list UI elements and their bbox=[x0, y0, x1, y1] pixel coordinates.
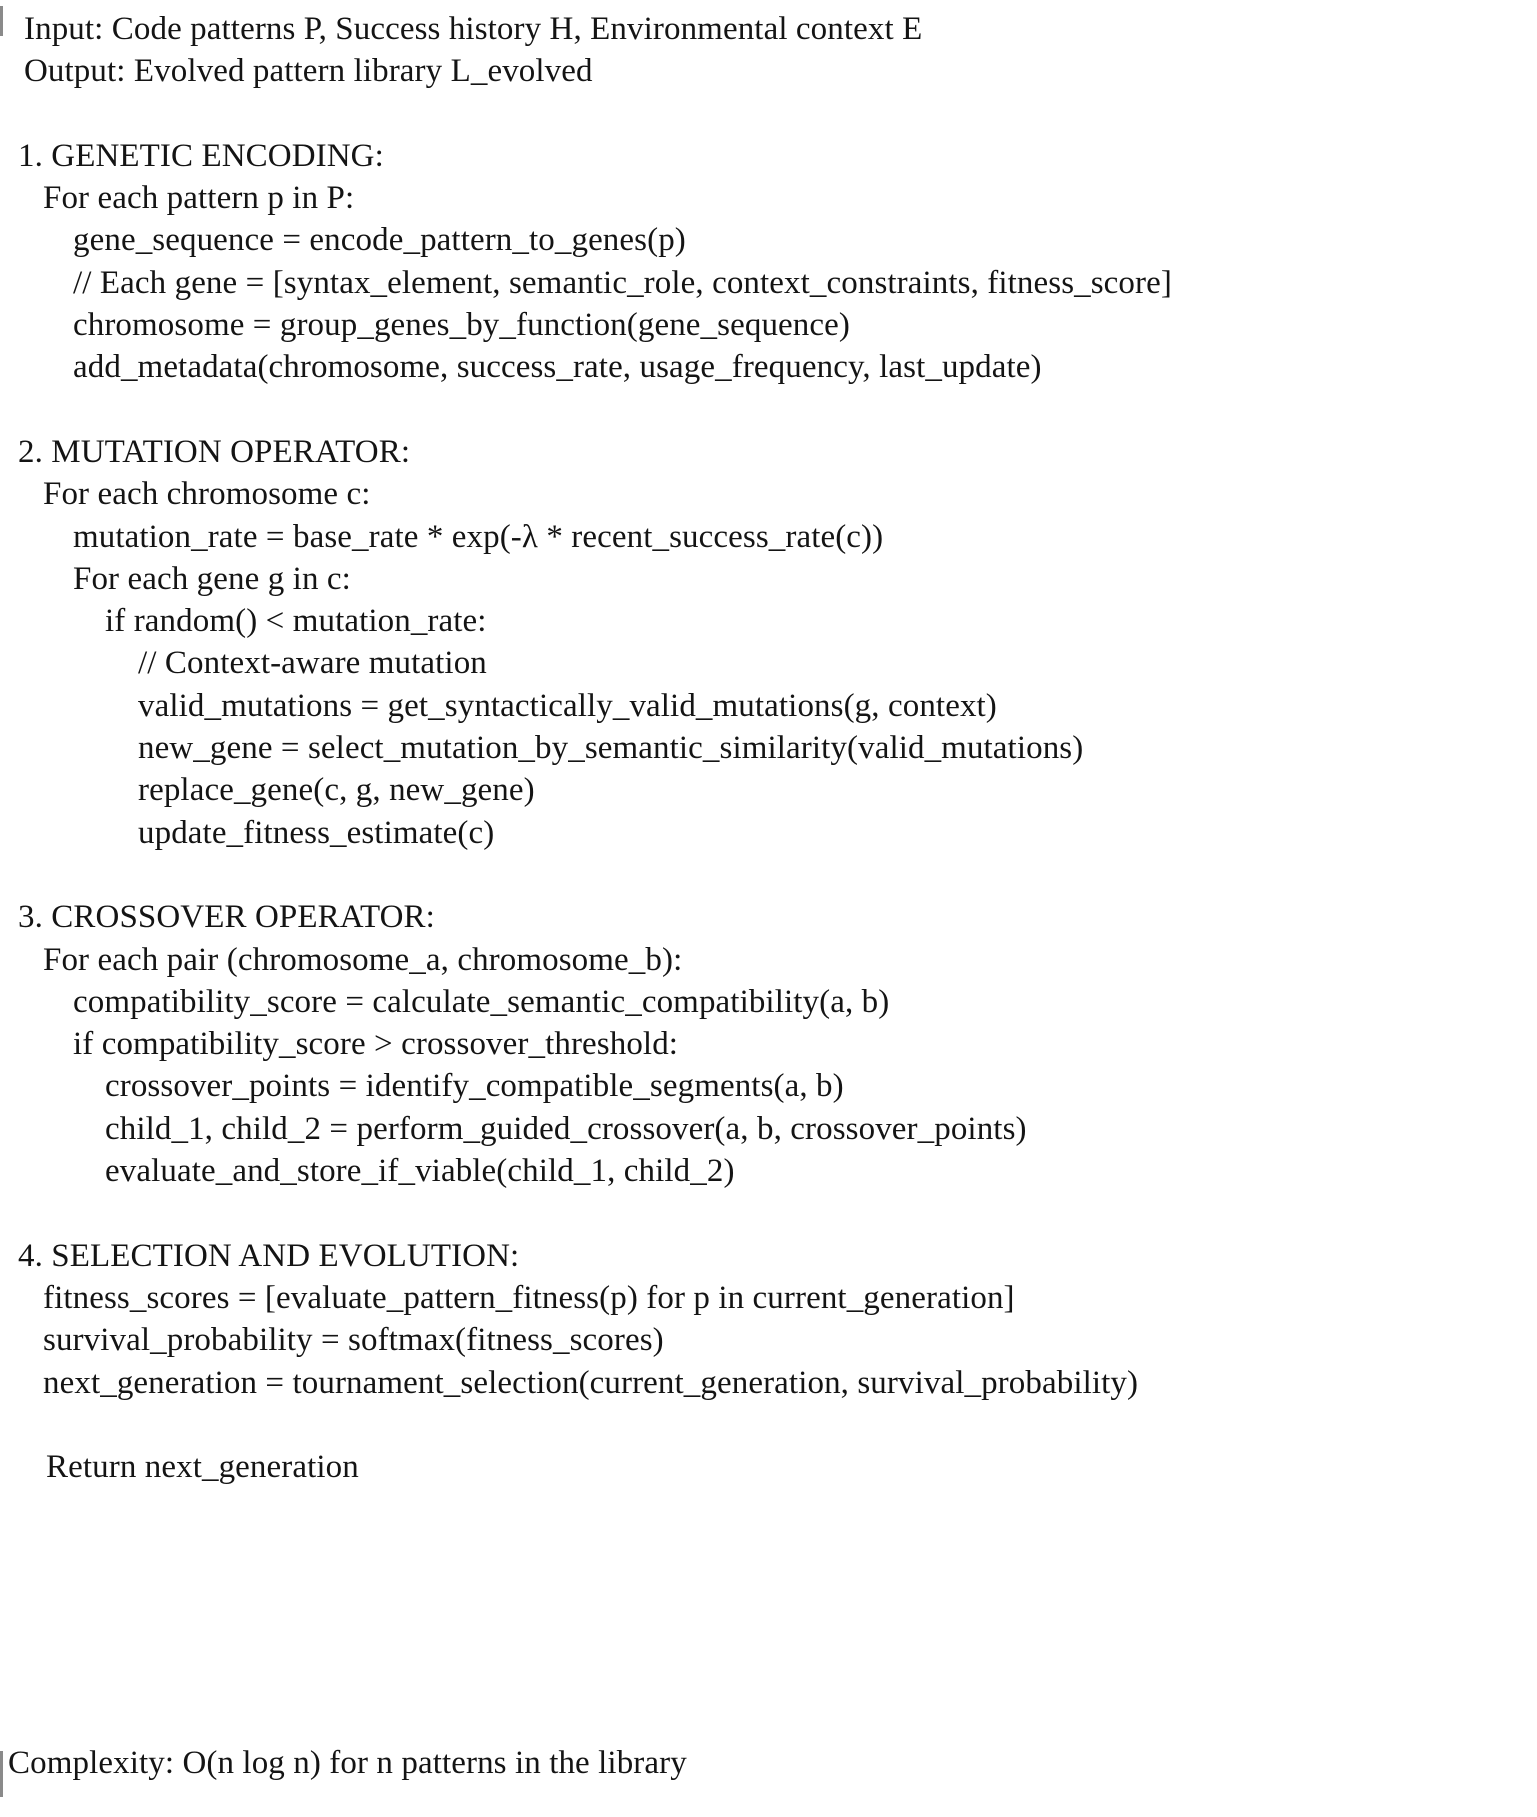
blank-line bbox=[0, 1192, 1537, 1234]
pseudocode-line: survival_probability = softmax(fitness_scores) bbox=[43, 1322, 664, 1359]
pseudocode-line: // Each gene = [syntax_element, semantic_role, context_constraints, fitness_score] bbox=[73, 264, 1172, 301]
blank-line bbox=[0, 1615, 1537, 1657]
pseudocode-line: Input: Code patterns P, Success history H, Environmental context E bbox=[24, 11, 923, 47]
pseudocode-line: add_metadata(chromosome, success_rate, usage_frequency, last_update) bbox=[73, 349, 1042, 386]
pseudocode-line: For each pattern p in P: bbox=[43, 180, 355, 217]
blank-line bbox=[0, 1658, 1537, 1700]
pseudocode-line: 3. CROSSOVER OPERATOR: bbox=[18, 899, 435, 936]
pseudocode-line: if compatibility_score > crossover_threshold: bbox=[73, 1026, 679, 1063]
pseudocode-line: 2. MUTATION OPERATOR: bbox=[18, 433, 411, 470]
pseudocode-line: mutation_rate = base_rate * exp(-λ * recent_success_rate(c)) bbox=[73, 518, 884, 555]
blank-line bbox=[0, 93, 1537, 135]
blank-line bbox=[0, 1700, 1537, 1742]
pseudocode-line: crossover_points = identify_compatible_segments(a, b) bbox=[105, 1068, 844, 1105]
pseudocode-line: replace_gene(c, g, new_gene) bbox=[138, 772, 535, 809]
pseudocode-line: // Context-aware mutation bbox=[138, 645, 487, 682]
pseudocode-line: gene_sequence = encode_pattern_to_genes(p) bbox=[73, 222, 686, 259]
pseudocode-line: fitness_scores = [evaluate_pattern_fitness(p) for p in current_generation] bbox=[43, 1279, 1015, 1316]
pseudocode-line: For each gene g in c: bbox=[73, 560, 351, 597]
pseudocode-line: Return next_generation bbox=[46, 1449, 359, 1486]
pseudocode-line: For each chromosome c: bbox=[43, 476, 371, 513]
pseudocode-line: 1. GENETIC ENCODING: bbox=[18, 137, 384, 174]
blank-line bbox=[0, 1573, 1537, 1615]
blank-line bbox=[0, 389, 1537, 431]
blank-line bbox=[0, 1531, 1537, 1573]
pseudocode-line: child_1, child_2 = perform_guided_crossover(a, b, crossover_points) bbox=[105, 1110, 1027, 1147]
pseudocode-line: For each pair (chromosome_a, chromosome_b): bbox=[43, 941, 683, 978]
pseudocode-line: new_gene = select_mutation_by_semantic_similarity(valid_mutations) bbox=[138, 730, 1084, 767]
blank-line bbox=[0, 854, 1537, 896]
blank-line bbox=[0, 1488, 1537, 1530]
pseudocode-line: update_fitness_estimate(c) bbox=[138, 814, 495, 851]
pseudocode-line: if random() < mutation_rate: bbox=[105, 603, 487, 640]
pseudocode-line: Output: Evolved pattern library L_evolved bbox=[24, 53, 593, 90]
blank-line bbox=[0, 1404, 1537, 1446]
pseudocode-line: 4. SELECTION AND EVOLUTION: bbox=[18, 1237, 520, 1274]
pseudocode-line: next_generation = tournament_selection(current_generation, survival_probability) bbox=[43, 1364, 1139, 1401]
pseudocode-line: Complexity: O(n log n) for n patterns in the library bbox=[8, 1745, 687, 1782]
pseudocode-line: evaluate_and_store_if_viable(child_1, child_2) bbox=[105, 1153, 735, 1190]
pseudocode-line: valid_mutations = get_syntactically_valid_mutations(g, context) bbox=[138, 687, 997, 724]
pseudocode-line: chromosome = group_genes_by_function(gene_sequence) bbox=[73, 307, 850, 344]
pseudocode-line: compatibility_score = calculate_semantic_compatibility(a, b) bbox=[73, 983, 890, 1020]
pseudocode-block bbox=[0, 8, 1537, 1784]
